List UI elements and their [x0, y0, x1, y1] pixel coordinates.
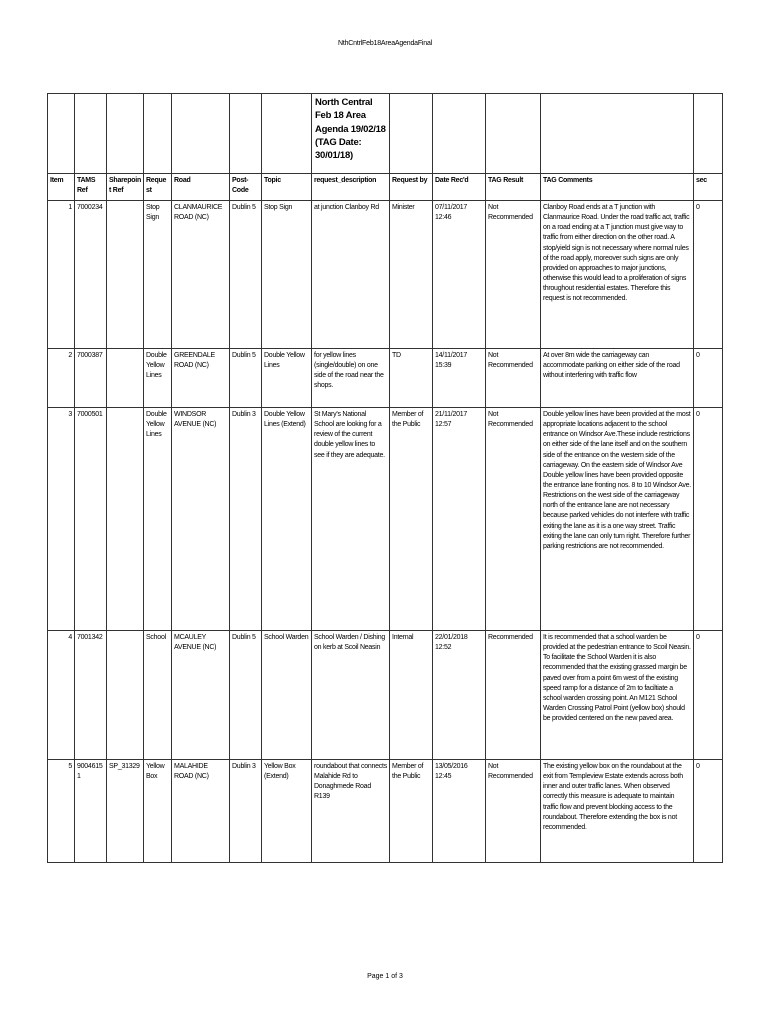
cell-sec: 0 — [694, 760, 723, 863]
cell-item: 4 — [48, 631, 75, 760]
col-header-request: Request — [144, 174, 172, 201]
cell-request-by: Member of the Public — [390, 408, 433, 631]
cell-postcode: Dublin 3 — [230, 760, 262, 863]
table-row — [48, 349, 723, 408]
agenda-table — [47, 93, 723, 863]
col-header-tag-comments: TAG Comments — [541, 174, 694, 201]
document-filename-header: NthCntrlFeb18AreaAgendaFinal — [337, 40, 432, 47]
cell-tag-result: Not Recommended — [486, 201, 541, 349]
cell-road: CLANMAURICE ROAD (NC) — [172, 201, 230, 349]
cell-postcode: Dublin 5 — [230, 631, 262, 760]
col-header-date-recd: Date Rec'd — [433, 174, 486, 201]
table-row — [48, 631, 723, 760]
cell-request: School — [144, 631, 172, 760]
cell-tams-ref: 7000387 — [75, 349, 107, 408]
cell-tag-comments: It is recommended that a school warden be provided at the pedestrian entrance to Scoil Neasin. To facilitate the School Warden it is also recommended that the existing grassed margin be paved over from a point 6m west of the existing speed ramp for a distance of 2m to faciltiate a school warden crossing point. An M121 School Warden Crossing Patrol Point (yellow box) should be provided centered on the new paved area. — [541, 631, 694, 760]
col-header-item: Item — [48, 174, 75, 201]
cell-postcode: Dublin 5 — [230, 201, 262, 349]
cell-road: WINDSOR AVENUE (NC) — [172, 408, 230, 631]
cell-sharepoint-ref — [107, 201, 144, 349]
cell-request: Double Yellow Lines — [144, 349, 172, 408]
cell-tag-result: Recommended — [486, 631, 541, 760]
cell-request: Double Yellow Lines — [144, 408, 172, 631]
col-header-road: Road — [172, 174, 230, 201]
cell-road: MCAULEY AVENUE (NC) — [172, 631, 230, 760]
cell-request: Stop Sign — [144, 201, 172, 349]
col-header-request-description: request_description — [312, 174, 390, 201]
cell-tag-result: Not Recommended — [486, 349, 541, 408]
col-header-topic: Topic — [262, 174, 312, 201]
page-number-footer: Page 1 of 3 — [367, 973, 403, 980]
cell-item: 1 — [48, 201, 75, 349]
cell-date: 07/11/2017 12:46 — [433, 201, 486, 349]
cell-road: GREENDALE ROAD (NC) — [172, 349, 230, 408]
cell-tag-comments: Clanboy Road ends at a T junction with Clanmaurice Road. Under the road traffic act, traffic on a road ending at a T junction must give way to traffic from either direction on the other road. A stop/yield sign is not necessary where normal rules of the road apply, moreover such signs are only provided on approaches to major junctions, otherwise this would lead to a proliferation of signs throughout residential estates. Therefore this request is not recommended. — [541, 201, 694, 349]
cell-description: roundabout that connects Malahide Rd to Donaghmede Road R139 — [312, 760, 390, 863]
cell-description: School Warden / Dishing on kerb at Scoil Neasin — [312, 631, 390, 760]
col-header-request-by: Request by — [390, 174, 433, 201]
cell-sharepoint-ref: SP_31329 — [107, 760, 144, 863]
cell-tams-ref: 90046151 — [75, 760, 107, 863]
cell-topic: Double Yellow Lines (Extend) — [262, 408, 312, 631]
cell-tag-comments: Double yellow lines have been provided at the most appropriate locations adjacent to the school entrance on Windsor Ave.These include restrictions on either side of the lane itself and on the southern side of the entrance on the western side of the carriageway. On the eastern side of Windsor Ave Double yellow lines have been provided opposite the entrance lane fronting nos. 8 to 10 Windsor Ave. Restrictions on the west side of the carriageway north of the entrance lane are not necessary because parked vehicles do not interfere with traffic exiting the lane as it is a one way street. Traffic exiting the lane can only turn right. Therefore further parking restrictions are not recommended. — [541, 408, 694, 631]
cell-topic: Yellow Box (Extend) — [262, 760, 312, 863]
cell-description: for yellow lines (single/double) on one side of the road near the shops. — [312, 349, 390, 408]
cell-description: St Mary's National School are looking for a review of the current double yellow lines to see if they are adequate. — [312, 408, 390, 631]
cell-date: 14/11/2017 15:39 — [433, 349, 486, 408]
title-row — [48, 94, 723, 174]
table-row — [48, 760, 723, 863]
cell-sharepoint-ref — [107, 408, 144, 631]
cell-tag-comments: At over 8m wide the carriageway can accommodate parking on either side of the road without interfering with traffic flow — [541, 349, 694, 408]
cell-item: 5 — [48, 760, 75, 863]
agenda-title: North Central Feb 18 Area Agenda 19/02/18 (TAG Date: 30/01/18) — [312, 94, 390, 174]
cell-tams-ref: 7000501 — [75, 408, 107, 631]
cell-tag-comments: The existing yellow box on the roundabout at the exit from Templeview Estate extends across both inner and outer traffic lanes. When observed correctly this measure is adequate to maintain traffic flow and prevent blocking access to the roundabout. Therefore extending the box is not recommended. — [541, 760, 694, 863]
cell-postcode: Dublin 3 — [230, 408, 262, 631]
cell-sec: 0 — [694, 631, 723, 760]
col-header-sec: sec — [694, 174, 723, 201]
col-header-postcode: Post-Code — [230, 174, 262, 201]
cell-sharepoint-ref — [107, 631, 144, 760]
cell-topic: School Warden — [262, 631, 312, 760]
cell-date: 21/11/2017 12:57 — [433, 408, 486, 631]
header-row — [48, 174, 723, 201]
cell-item: 3 — [48, 408, 75, 631]
cell-tag-result: Not Recommended — [486, 760, 541, 863]
cell-request-by: Member of the Public — [390, 760, 433, 863]
cell-topic: Double Yellow Lines — [262, 349, 312, 408]
cell-sec: 0 — [694, 349, 723, 408]
cell-request: Yellow Box — [144, 760, 172, 863]
cell-tag-result: Not Recommended — [486, 408, 541, 631]
table-row — [48, 201, 723, 349]
cell-request-by: Internal — [390, 631, 433, 760]
cell-sharepoint-ref — [107, 349, 144, 408]
cell-request-by: Minister — [390, 201, 433, 349]
col-header-sharepoint-ref: Sharepoint Ref — [107, 174, 144, 201]
cell-postcode: Dublin 5 — [230, 349, 262, 408]
cell-sec: 0 — [694, 408, 723, 631]
cell-request-by: TD — [390, 349, 433, 408]
cell-item: 2 — [48, 349, 75, 408]
cell-topic: Stop Sign — [262, 201, 312, 349]
cell-road: MALAHIDE ROAD (NC) — [172, 760, 230, 863]
cell-description: at junction Clanboy Rd — [312, 201, 390, 349]
cell-tams-ref: 7000234 — [75, 201, 107, 349]
cell-date: 13/05/2016 12:45 — [433, 760, 486, 863]
col-header-tams-ref: TAMS Ref — [75, 174, 107, 201]
cell-tams-ref: 7001342 — [75, 631, 107, 760]
col-header-tag-result: TAG Result — [486, 174, 541, 201]
cell-sec: 0 — [694, 201, 723, 349]
table-row — [48, 408, 723, 631]
cell-date: 22/01/2018 12:52 — [433, 631, 486, 760]
